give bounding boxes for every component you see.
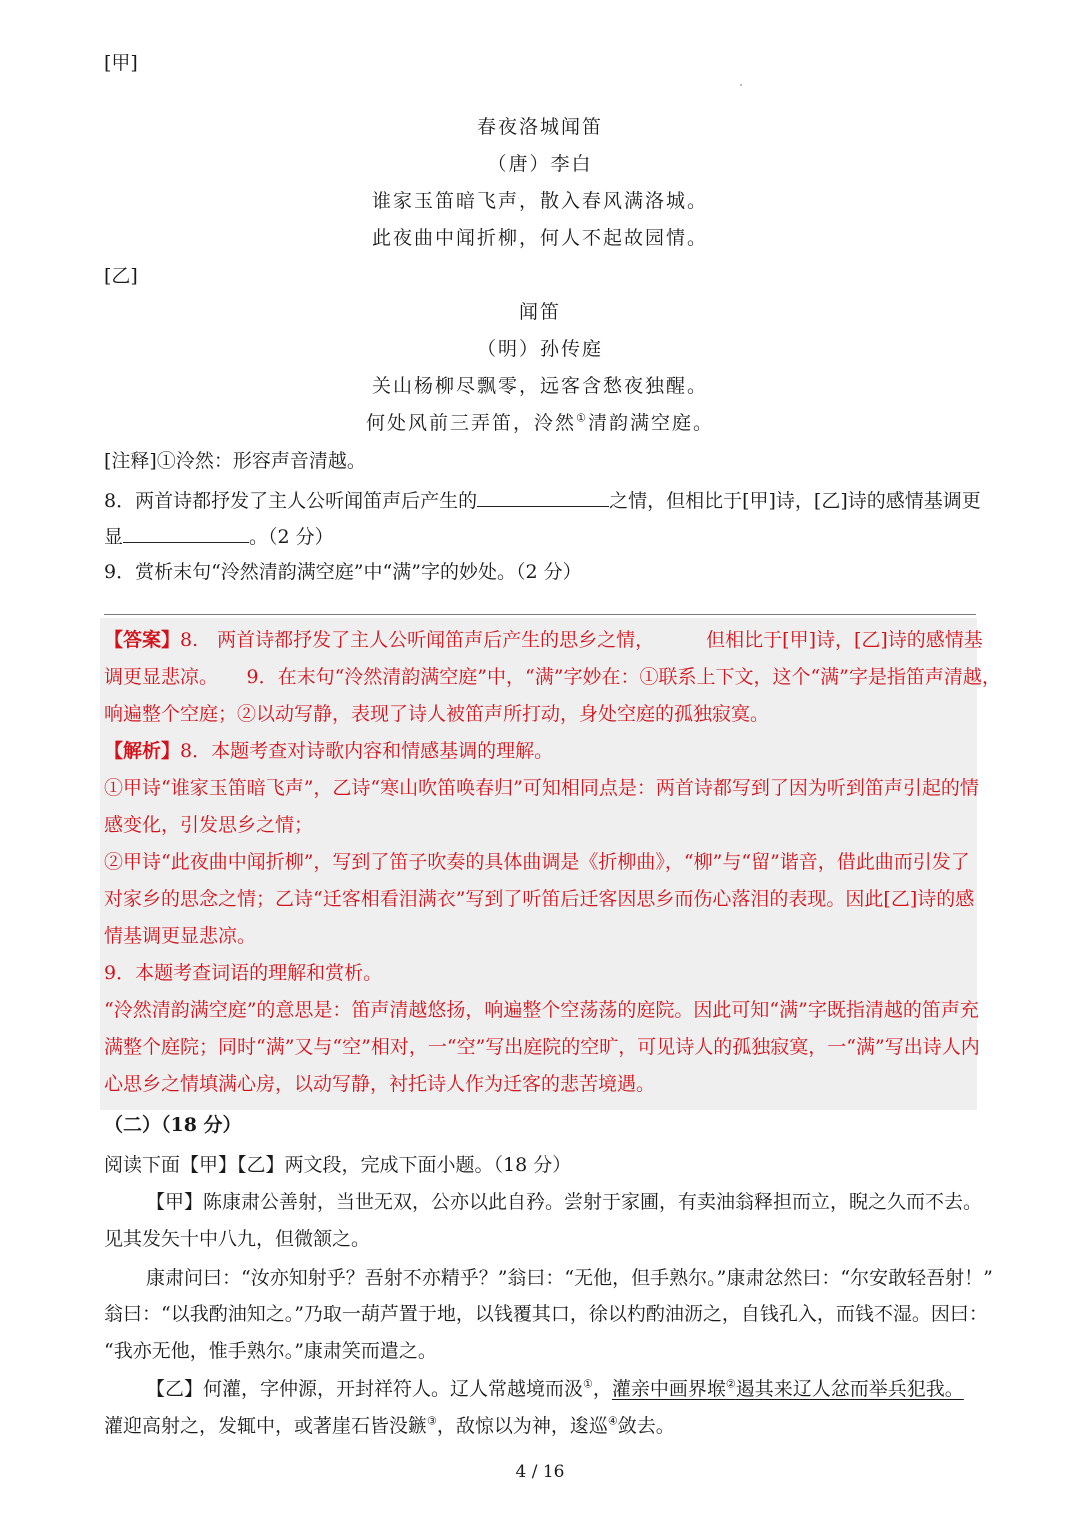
passage-yi-line-2: 灌迎高射之，发辄中，或著崖石皆没鏃③，敌惊以为神，逡巡④敛去。 (104, 1414, 675, 1437)
poem-jia-line-2: 此夜曲中闻折柳，何人不起故园情。 (371, 227, 708, 249)
page-number: 4 / 16 (515, 1462, 565, 1482)
poem-jia-author: （唐）李白 (487, 153, 593, 175)
answer-blank-2[interactable] (123, 522, 249, 543)
analysis-line-10: 心思乡之情填满心房，以动写静，衬托诗人作为迁客的悲苦境遇。 (104, 1073, 656, 1095)
scan-speck (740, 84, 742, 86)
poem-yi-line-1: 关山杨柳尽飘零，远客含愁夜独醒。 (371, 375, 708, 397)
analysis-line-6: 情基调更显悲凉。 (104, 925, 257, 947)
analysis-line-1: 【解析】8．本题考查对诗歌内容和情感基调的理解。 (104, 740, 554, 762)
passage-jia-line-1: 【甲】陈康肃公善射，当世无双，公亦以此自矜。尝射于家圃，有卖油翁释担而立，睨之久而不去。 (146, 1191, 983, 1213)
section-2-heading: （二）（18 分） (104, 1114, 242, 1136)
answer-line-3: 响遍整个空庭；②以动写静，表现了诗人被笛声所打动，身处空庭的孤独寂寞。 (104, 703, 770, 725)
passage-jia-line-5: “我亦无他，惟手熟尔。”康肃笑而遣之。 (104, 1340, 437, 1362)
passage-jia-line-3: 康肃问曰：“汝亦知射乎？吾射不亦精乎？”翁曰：“无他，但手熟尔。”康肃忿然曰：“尔安敢轻吾射！” (146, 1267, 993, 1289)
poem-jia-title: 春夜洛城闻笛 (476, 116, 603, 138)
question-8: 8．两首诗都抒发了主人公听闻笛声后产生的 之情，但相比于[甲]诗，[乙]诗的感情基调更 (104, 486, 981, 514)
section-divider (104, 614, 976, 615)
poem-yi-author: （明）孙传庭 (476, 338, 603, 360)
poem-yi-line-2: 何处风前三弄笛，泠然①清韵满空庭。 (366, 411, 714, 434)
underlined-sentence: 灌亲中画界堠②遏其来辽人忿而举兵犯我。 (611, 1377, 964, 1400)
answer-blank-1[interactable] (477, 486, 609, 507)
answer-line-2: 调更显悲凉。 9．在末句“泠然清韵满空庭”中，“满”字妙在：①联系上下文，这个“满”字是指笛声清越， (104, 666, 1001, 688)
passage-jia-line-4: 翁曰：“以我酌油知之。”乃取一葫芦置于地，以钱覆其口，徐以杓酌油沥之，自钱孔入，而钱不湿。因曰： (104, 1303, 988, 1325)
analysis-line-5: 对家乡的思念之情；乙诗“迁客相看泪满衣”写到了听笛后迁客因思乡而伤心落泪的表现。因此[乙]诗的感 (104, 888, 975, 910)
analysis-line-4: ②甲诗“此夜曲中闻折柳”，写到了笛子吹奏的具体曲调是《折柳曲》，“柳”与“留”谐音，借此曲而引发了 (104, 851, 970, 873)
question-9: 9．赏析末句“泠然清韵满空庭”中“满”字的妙处。（2 分） (104, 561, 582, 583)
passage-yi-line-1: 【乙】何灌，字仲源，开封祥符人。辽人常越境而汲①，灌亲中画界堠②遏其来辽人忿而举兵犯我。 (146, 1377, 964, 1400)
poem-jia-line-1: 谁家玉笛暗飞声，散入春风满洛城。 (371, 190, 708, 212)
poem-jia-label: [甲] (104, 52, 138, 74)
passage-jia-line-2: 见其发矢十中八九，但微颔之。 (104, 1228, 371, 1250)
annotation-note: [注释]①泠然：形容声音清越。 (104, 450, 366, 472)
answer-line-1: 【答案】8. 两首诗都抒发了主人公听闻笛声后产生的思乡之情， 但相比于[甲]诗，[乙]诗的感情基 (104, 629, 983, 651)
analysis-line-8: “泠然清韵满空庭”的意思是：笛声清越悠扬，响遍整个空荡荡的庭院。因此可知“满”字既指清越的笛声充 (104, 999, 979, 1021)
section-2-intro: 阅读下面【甲】【乙】两文段，完成下面小题。（18 分） (104, 1154, 572, 1176)
analysis-line-3: 感变化，引发思乡之情； (104, 814, 314, 836)
analysis-line-7: 9．本题考查词语的理解和赏析。 (104, 962, 383, 984)
poem-yi-label: [乙] (104, 265, 138, 287)
analysis-line-2: ①甲诗“谁家玉笛暗飞声”，乙诗“寒山吹笛唤春归”可知相同点是：两首诗都写到了因为听到笛声引起的情 (104, 777, 979, 799)
analysis-line-9: 满整个庭院；同时“满”又与“空”相对，一“空”写出庭院的空旷，可见诗人的孤独寂寞，一“满”写出诗人内 (104, 1036, 980, 1058)
poem-yi-title: 闻笛 (518, 301, 561, 323)
question-8-cont: 显 。（2 分） (104, 522, 334, 550)
